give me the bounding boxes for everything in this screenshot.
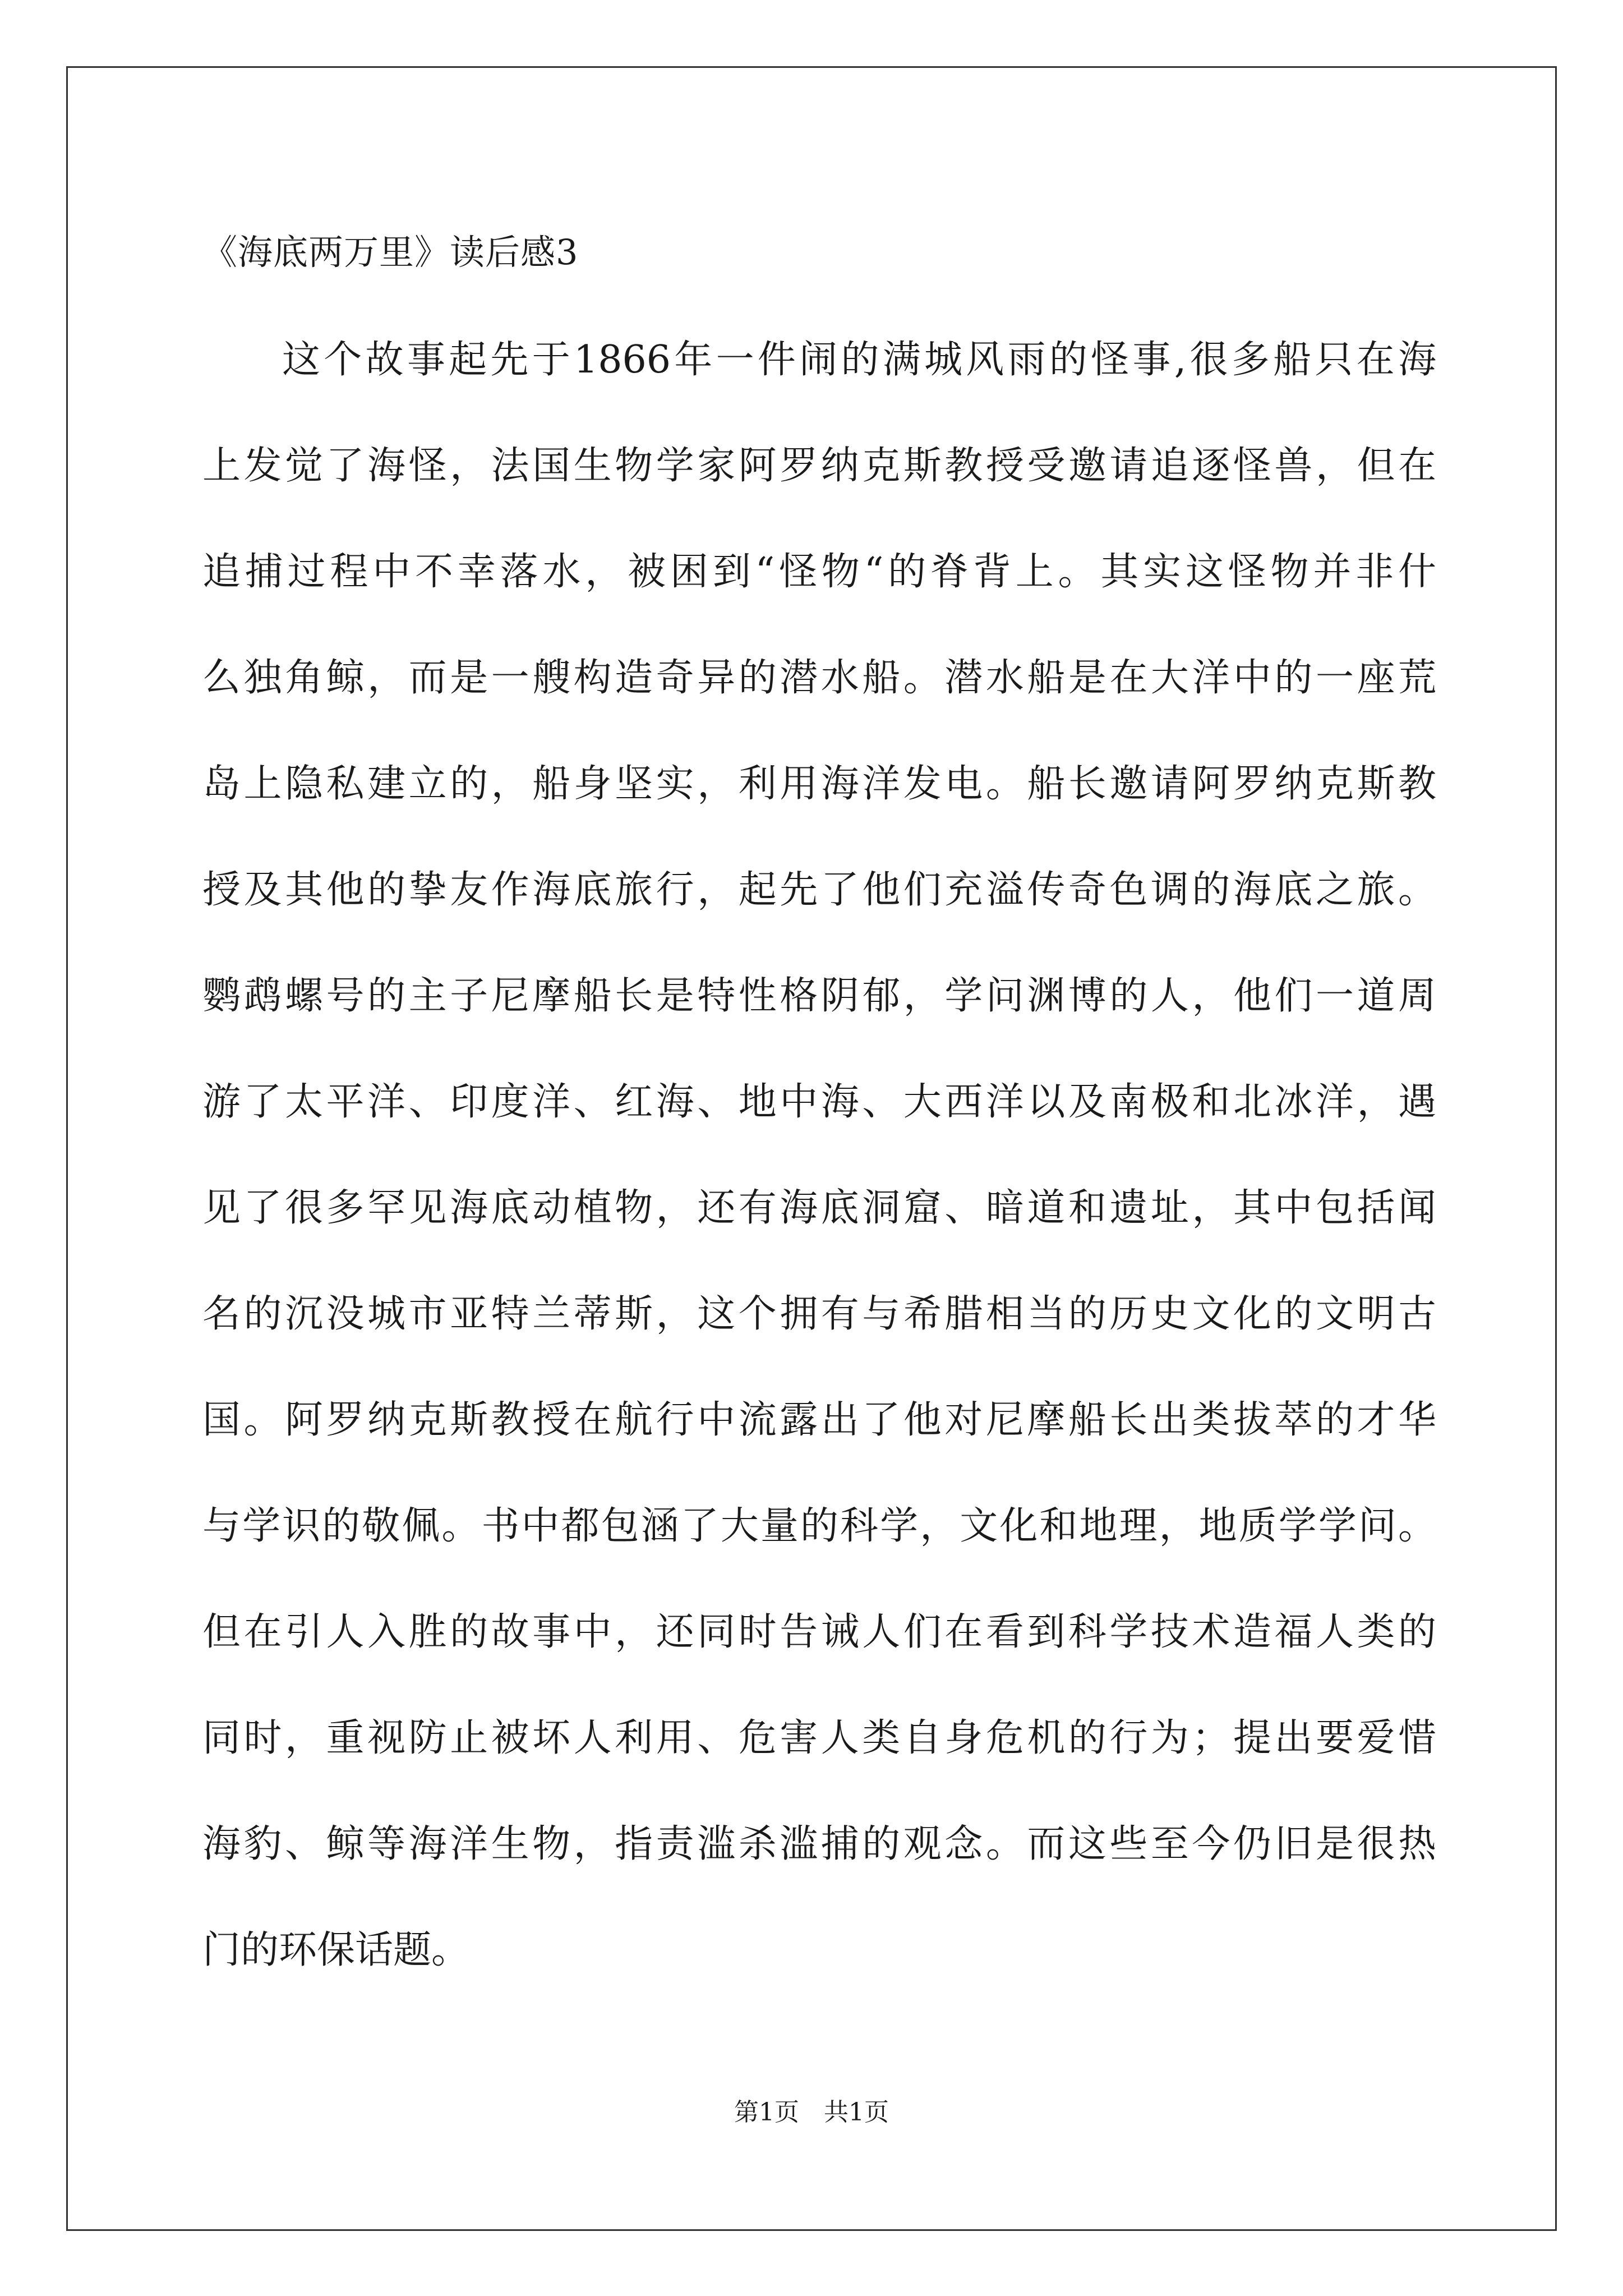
body-line: 授及其他的挚友作海底旅行，起先了他们充溢传奇色调的海底之旅。 [202,868,1436,912]
body-line: 么独角鲸，而是一艘构造奇异的潜水船。潜水船是在大洋中的一座荒 [202,656,1436,700]
body-line: 岛上隐私建立的，船身坚实，利用海洋发电。船长邀请阿罗纳克斯教 [202,762,1436,806]
body-line: 同时，重视防止被坏人利用、危害人类自身危机的行为；提出要爱惜 [202,1716,1436,1760]
body-line: 上发觉了海怪，法国生物学家阿罗纳克斯教授受邀请追逐怪兽，但在 [202,444,1436,488]
body-line: 游了太平洋、印度洋、红海、地中海、大西洋以及南极和北冰洋，遇 [202,1080,1436,1124]
document-title: 《海底两万里》读后感3 [202,232,579,273]
body-line: 鹦鹉螺号的主子尼摩船长是特性格阴郁，学问渊博的人，他们一道周 [202,974,1436,1018]
body-line: 但在引人入胜的故事中，还同时告诫人们在看到科学技术造福人类的 [202,1610,1436,1654]
body-line: 国。阿罗纳克斯教授在航行中流露出了他对尼摩船长出类拔萃的才华 [202,1398,1436,1442]
body-text [202,332,1436,2028]
body-line: 见了很多罕见海底动植物，还有海底洞窟、暗道和遗址，其中包括闻 [202,1186,1436,1230]
body-line: 名的沉没城市亚特兰蒂斯，这个拥有与希腊相当的历史文化的文明古 [202,1292,1436,1336]
body-line: 海豹、鲸等海洋生物，指责滥杀滥捕的观念。而这些至今仍旧是很热 [202,1822,1436,1866]
body-line: 这个故事起先于1866年一件闹的满城风雨的怪事,很多船只在海 [282,338,1436,382]
body-line: 与学识的敬佩。书中都包涵了大量的科学，文化和地理，地质学学问。 [202,1504,1436,1548]
body-line: 门的环保话题。 [202,1928,470,1972]
body-line: 追捕过程中不幸落水，被困到“怪物“的脊背上。其实这怪物并非什 [202,550,1436,594]
page-number: 第1页 共1页 [734,2098,889,2127]
